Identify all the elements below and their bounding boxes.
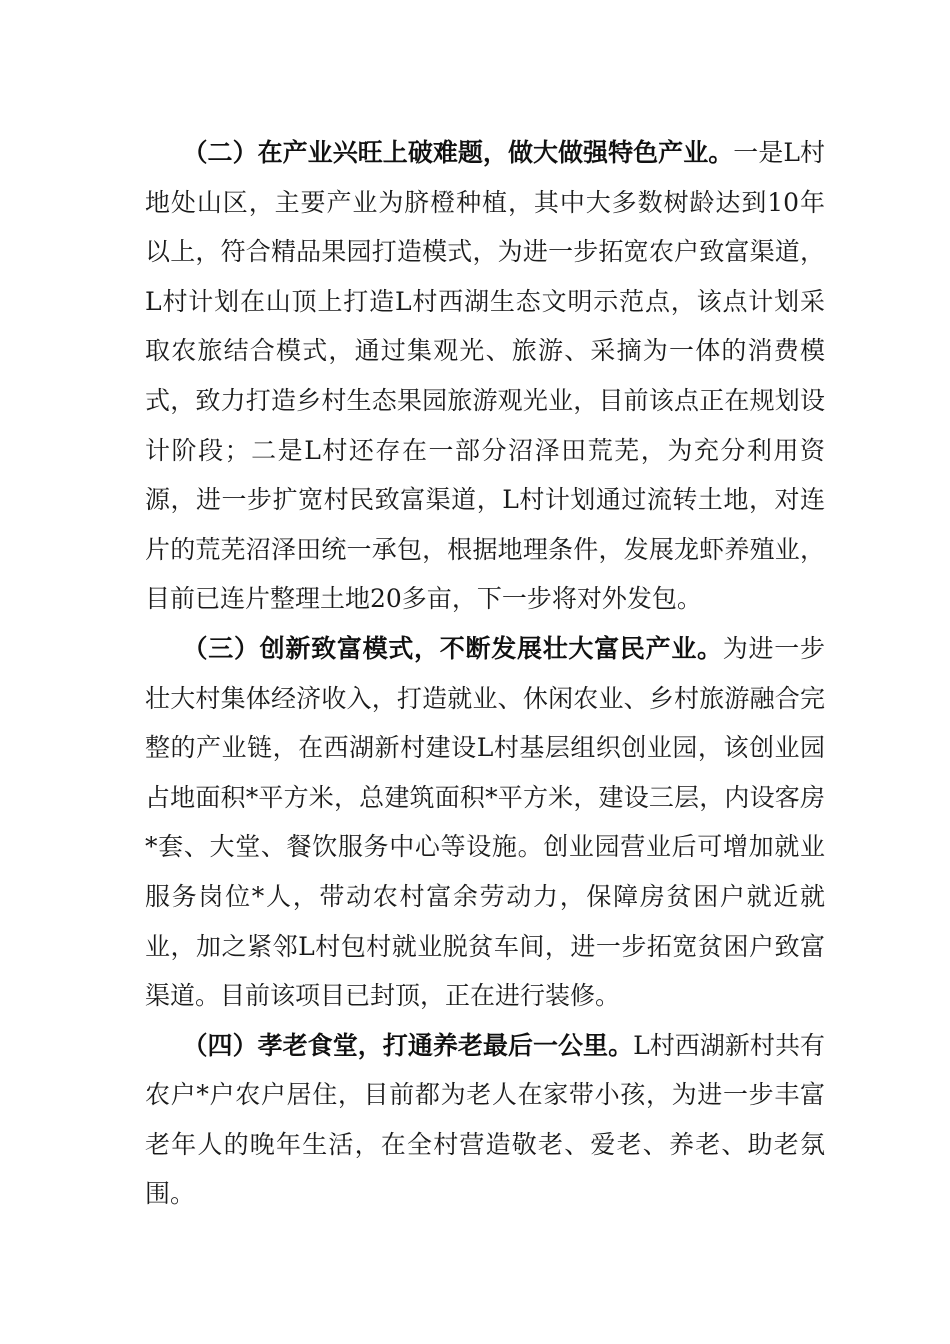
- paragraph-text: 一是L村地处山区，主要产业为脐橙种植，其中大多数树龄达到10年以上，符合精品果园打造模式，为进一步拓宽农户致富渠道，L村计划在山顶上打造L村西湖生态文明示范点，该点计划采取农旅结合模式，通过集观光、旅游、采摘为一体的消费模式，致力打造乡村生态果园旅游观光业，目前该点正在规划设计阶段；二是L村还存在一部分沼泽田荒芜，为充分利用资源，进一步扩宽村民致富渠道，L村计划通过流转土地，对连片的荒芜沼泽田统一承包，根据地理条件，发展龙虾养殖业，目前已连片整理土地20多亩，下一步将对外发包。: [145, 138, 825, 614]
- paragraph-heading: （三）创新致富模式，不断发展壮大富民产业。: [182, 633, 723, 663]
- paragraph-industry-prosperity: [145, 128, 825, 624]
- paragraph-heading: （四）孝老食堂，打通养老最后一公里。: [182, 1030, 634, 1060]
- paragraph-innovation-model: [145, 624, 825, 1021]
- paragraph-heading: （二）在产业兴旺上破难题，做大做强特色产业。: [182, 138, 734, 167]
- paragraph-text: 为进一步壮大村集体经济收入，打造就业、休闲农业、乡村旅游融合完整的产业链，在西湖新村建设L村基层组织创业园，该创业园占地面积*平方米，总建筑面积*平方米，建设三层，内设客房*套、大堂、餐饮服务中心等设施。创业园营业后可增加就业服务岗位*人，带动农村富余劳动力，保障房贫困户就近就业，加之紧邻L村包村就业脱贫车间，进一步拓宽贫困户致富渠道。目前该项目已封顶，正在进行装修。: [145, 633, 825, 1011]
- paragraph-elderly-canteen: [145, 1021, 825, 1219]
- document-body: [145, 128, 825, 1219]
- paragraph-text: L村西湖新村共有农户*户农户居住，目前都为老人在家带小孩，为进一步丰富老年人的晚年生活，在全村营造敬老、爱老、养老、助老氛围。: [145, 1030, 825, 1209]
